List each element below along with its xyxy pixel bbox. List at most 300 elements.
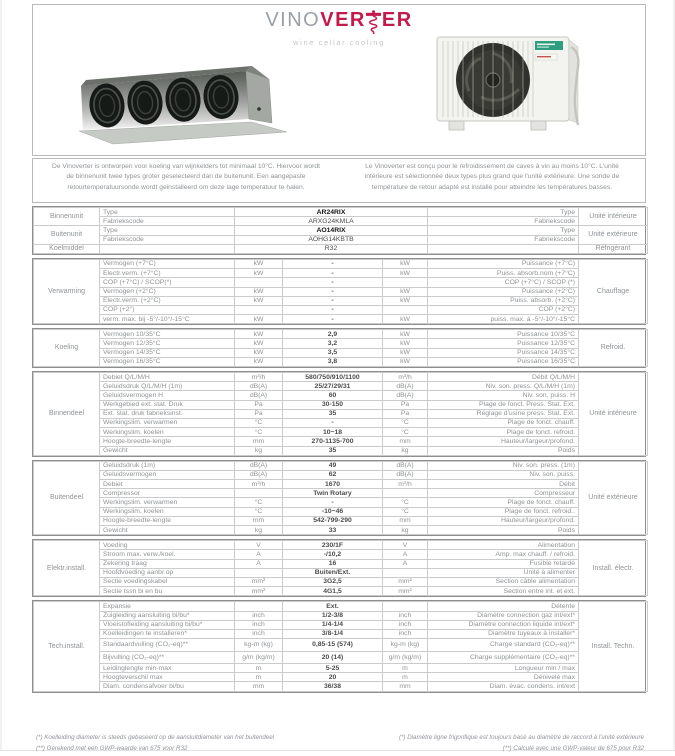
value-cell: - <box>283 315 383 324</box>
table-row <box>34 461 648 470</box>
unit-nl-cell <box>235 568 283 577</box>
unit-nl-cell: mm² <box>235 587 283 596</box>
value-cell: - <box>283 259 383 268</box>
category-fr-cell: Unité extérieure <box>579 461 648 535</box>
label-fr-cell: Puissance 10/35°C <box>428 330 579 339</box>
unit-nl-cell: g/m (kg/m) <box>235 651 283 664</box>
value-cell: 36/38 <box>283 682 383 691</box>
label-nl-cell: Ext. stat. druk fabrieksinst. <box>100 409 235 418</box>
table-row <box>34 391 648 400</box>
unit-fr-cell: kW <box>383 269 428 278</box>
label-nl-cell: Zuigleiding aansluiting bi/bu* <box>100 611 235 620</box>
value-cell: 20 <box>283 673 383 682</box>
value-cell: 1/2-3/8 <box>283 611 383 620</box>
value-cell: 3,2 <box>283 339 383 348</box>
unit-nl-cell: kW <box>235 357 283 366</box>
label-nl-cell: Vermogen 12/35°C <box>100 339 235 348</box>
label-fr-cell: Charge supplémentaire (CO₂-eq)** <box>428 651 579 664</box>
table-row <box>34 315 648 324</box>
unit-fr-cell: mm <box>383 437 428 446</box>
label-fr-cell: Débit Q/L/M/H <box>428 373 579 382</box>
label-nl-cell: Standaardvulling (CO₂-eq)** <box>100 639 235 652</box>
label-nl-cell: Vermogen (+7°C) <box>100 259 235 268</box>
table-section-identity <box>32 206 646 255</box>
unit-fr-cell: kW <box>383 357 428 366</box>
label-nl-cell: Vloeistofleiding aansluiting bi/bu* <box>100 620 235 629</box>
label-nl-cell: Geluidsvermogen H <box>100 391 235 400</box>
logo-text-red-2: ER <box>381 9 413 31</box>
label-fr-cell: Puissance (+2°C) <box>428 287 579 296</box>
value-cell: 62 <box>283 470 383 479</box>
unit-nl-cell: dB(A) <box>235 382 283 391</box>
unit-fr-cell: A <box>383 559 428 568</box>
value-cell: ARXG24KMLA <box>235 217 428 226</box>
value-cell: 10~18 <box>283 428 383 437</box>
table-row <box>34 348 648 357</box>
table-row <box>34 651 648 664</box>
label-fr-cell: Puissance 16/35°C <box>428 357 579 366</box>
unit-nl-cell: kW <box>235 339 283 348</box>
label-nl-cell <box>100 244 235 253</box>
label-fr-cell: Réglage d'usine press. Stat. Ext. <box>428 409 579 418</box>
label-nl-cell: Geluidsvermogen <box>100 470 235 479</box>
value-cell: 16 <box>283 559 383 568</box>
label-nl-cell: Hoogteverschil max <box>100 673 235 682</box>
table-row <box>34 400 648 409</box>
label-nl-cell: Sectie voedingskabel <box>100 577 235 586</box>
value-cell: Twin Rotary <box>283 489 383 498</box>
unit-fr-cell: kW <box>383 315 428 324</box>
table-row <box>34 629 648 638</box>
unit-nl-cell: dB(A) <box>235 391 283 400</box>
value-cell: 3,5 <box>283 348 383 357</box>
table-row <box>34 269 648 278</box>
unit-fr-cell: kW <box>383 259 428 268</box>
value-cell: AO14RIX <box>235 226 428 235</box>
label-nl-cell: Debiet <box>100 480 235 489</box>
category-nl-cell: Verwarming <box>34 259 100 323</box>
unit-fr-cell: mm² <box>383 577 428 586</box>
unit-nl-cell: m³/h <box>235 373 283 382</box>
value-cell: - <box>283 305 383 314</box>
value-cell: - <box>283 418 383 427</box>
unit-fr-cell: kW <box>383 296 428 305</box>
label-fr-cell: Débit <box>428 480 579 489</box>
category-fr-cell: Réfrigérant <box>579 244 648 253</box>
category-fr-cell: Install. Techn. <box>579 602 648 691</box>
unit-fr-cell: °C <box>383 418 428 427</box>
value-cell: AR24RIX <box>235 208 428 217</box>
table-row <box>34 259 648 268</box>
unit-fr-cell: dB(A) <box>383 470 428 479</box>
table-row <box>34 305 648 314</box>
unit-nl-cell: dB(A) <box>235 470 283 479</box>
value-cell: 270-1135-700 <box>283 437 383 446</box>
value-cell: 3/8-1/4 <box>283 629 383 638</box>
table-section-koeling <box>32 328 646 368</box>
table-row <box>34 339 648 348</box>
category-fr-cell: Unité intérieure <box>579 208 648 226</box>
label-fr-cell: Plage de fonct. chauff. <box>428 498 579 507</box>
label-fr-cell: Compresseur <box>428 489 579 498</box>
unit-fr-cell: m³/h <box>383 373 428 382</box>
unit-nl-cell: A <box>235 559 283 568</box>
unit-fr-cell: °C <box>383 507 428 516</box>
label-nl-cell: Werkingslim. verwarmen <box>100 498 235 507</box>
unit-nl-cell: kW <box>235 259 283 268</box>
label-fr-cell: Alimentation <box>428 541 579 550</box>
category-nl-cell: Binnendeel <box>34 373 100 456</box>
label-fr-cell: Puissance 12/35°C <box>428 339 579 348</box>
value-cell: 230/1F <box>283 541 383 550</box>
unit-nl-cell: °C <box>235 418 283 427</box>
category-nl-cell: Buitenunit <box>34 226 100 244</box>
label-fr-cell: Fusible retardé <box>428 559 579 568</box>
value-cell: 5-25 <box>283 664 383 673</box>
table-row <box>34 639 648 652</box>
table-section-elektr-install <box>32 539 646 597</box>
value-cell: 49 <box>283 461 383 470</box>
unit-fr-cell <box>383 278 428 287</box>
unit-nl-cell: kW <box>235 287 283 296</box>
unit-nl-cell: kg <box>235 446 283 455</box>
header-image-box <box>32 4 646 156</box>
description-nl: De Vinoverter is ontworpen voor koeling van wijnkelders tot minimaal 10°C. Hiervoor wordt de binnenunit twee types groter geselecteerd dan de buitenunit. Een aangepaste retourtemperatuursonde wordt geinstalleerd om deze lage temperatuur te halen. <box>52 163 320 191</box>
table-row <box>34 682 648 691</box>
value-cell: 580/750/910/1100 <box>283 373 383 382</box>
label-fr-cell: Plage de fonct. chauff. <box>428 418 579 427</box>
table-row <box>34 587 648 596</box>
label-fr-cell: COP (+2°C) <box>428 305 579 314</box>
label-nl-cell: Zekering traag <box>100 559 235 568</box>
label-nl-cell: Vermogen 14/35°C <box>100 348 235 357</box>
unit-fr-cell: mm <box>383 682 428 691</box>
table-section-buitendeel <box>32 460 646 537</box>
value-cell: -/10,2 <box>283 550 383 559</box>
value-cell: R32 <box>235 244 428 253</box>
footnote-fr-1: (*) Diamètre ligne frigorifique est toujours basé au diamètre de raccord à l'unité extérieure <box>398 734 644 741</box>
unit-nl-cell: °C <box>235 428 283 437</box>
unit-fr-cell: mm <box>383 516 428 525</box>
table-row <box>34 278 648 287</box>
table-row <box>34 296 648 305</box>
table-row <box>34 664 648 673</box>
table-row <box>34 602 648 611</box>
label-nl-cell: Werkingslim. verwarmen <box>100 418 235 427</box>
table-row <box>34 382 648 391</box>
label-nl-cell: Bijvulling (CO₂-eq)** <box>100 651 235 664</box>
value-cell: 60 <box>283 391 383 400</box>
label-fr-cell: Niv. son. puiss. H <box>428 391 579 400</box>
unit-nl-cell: dB(A) <box>235 461 283 470</box>
label-nl-cell: Gewicht <box>100 446 235 455</box>
label-nl-cell: Vermogen 10/35°C <box>100 330 235 339</box>
table-row <box>34 235 648 244</box>
category-nl-cell: Binnenunit <box>34 208 100 226</box>
label-fr-cell: Niv. son. press. Q/L/M/H (1m) <box>428 382 579 391</box>
value-cell: 3G2,5 <box>283 577 383 586</box>
value-cell: 542-799-290 <box>283 516 383 525</box>
category-nl-cell: Buitendeel <box>34 461 100 535</box>
unit-fr-cell: °C <box>383 428 428 437</box>
table-row <box>34 409 648 418</box>
label-fr-cell: Diam. évac. condens. int/ext <box>428 682 579 691</box>
label-fr-cell: Diamètre tuyeaux à installer* <box>428 629 579 638</box>
unit-fr-cell: A <box>383 550 428 559</box>
label-fr-cell: Niv. son. puiss. <box>428 470 579 479</box>
unit-fr-cell: m <box>383 664 428 673</box>
unit-nl-cell: m <box>235 664 283 673</box>
table-row <box>34 446 648 455</box>
unit-fr-cell: kg <box>383 446 428 455</box>
label-fr-cell: Dénivelé max <box>428 673 579 682</box>
value-cell: 1670 <box>283 480 383 489</box>
unit-fr-cell: mm² <box>383 587 428 596</box>
category-nl-cell: Koelmiddel <box>34 244 100 253</box>
unit-nl-cell: Pa <box>235 409 283 418</box>
unit-fr-cell: kW <box>383 330 428 339</box>
description-fr: Le Vinoverter est conçu pour le refroidissement de caves à vin au moins 10°C. L'unité intérieure est sélectionnée deux types plus grand que l'unité extérieure. Une sonde de température de retour adapté est installé pour atteindre les températures basses. <box>364 163 620 191</box>
label-nl-cell: Stroom max. verw./koel. <box>100 550 235 559</box>
label-nl-cell: Fabriekscode <box>100 235 235 244</box>
table-row <box>34 550 648 559</box>
category-fr-cell: Chauffage <box>579 259 648 323</box>
category-nl-cell: Tech.install. <box>34 602 100 691</box>
unit-fr-cell: kg <box>383 526 428 535</box>
unit-nl-cell: mm <box>235 516 283 525</box>
unit-nl-cell <box>235 489 283 498</box>
label-fr-cell: Type <box>428 208 579 217</box>
label-fr-cell: Niv. son. press. (1m) <box>428 461 579 470</box>
unit-nl-cell: m <box>235 673 283 682</box>
unit-fr-cell: inch <box>383 620 428 629</box>
label-nl-cell: verm. max. bij -5°/-10°/-15°C <box>100 315 235 324</box>
label-nl-cell: Hoogte-breedte-lengte <box>100 516 235 525</box>
unit-nl-cell: kW <box>235 348 283 357</box>
label-nl-cell: Werkgebied ext. stat. Druk <box>100 400 235 409</box>
table-row <box>34 330 648 339</box>
label-fr-cell: COP (+7°C) / SCOP (*) <box>428 278 579 287</box>
unit-fr-cell: inch <box>383 629 428 638</box>
table-row <box>34 568 648 577</box>
label-fr-cell: Puiss. absorb. (+2°C) <box>428 296 579 305</box>
table-row <box>34 498 648 507</box>
unit-nl-cell: Pa <box>235 400 283 409</box>
unit-fr-cell: dB(A) <box>383 391 428 400</box>
label-nl-cell: Leidinglengte min-max <box>100 664 235 673</box>
label-fr-cell: Type <box>428 226 579 235</box>
table-section-verwarming <box>32 258 646 325</box>
unit-fr-cell: V <box>383 541 428 550</box>
label-nl-cell: Werkingslim. koelen <box>100 428 235 437</box>
label-fr-cell: Poids <box>428 446 579 455</box>
unit-fr-cell: g/m (kg/m) <box>383 651 428 664</box>
unit-fr-cell <box>383 305 428 314</box>
label-nl-cell: Werkingslim. koelen <box>100 507 235 516</box>
label-nl-cell: COP (+2°) <box>100 305 235 314</box>
table-row <box>34 507 648 516</box>
table-row <box>34 480 648 489</box>
unit-nl-cell <box>235 278 283 287</box>
category-nl-cell: Koeling <box>34 330 100 367</box>
label-fr-cell: Plage de fonct. refroid. <box>428 428 579 437</box>
footnote-fr-2: (**) Calculé avec une GWP-valeur de 675 pour R32 <box>502 745 644 752</box>
table-row <box>34 373 648 382</box>
value-cell: 0,85-15 (574) <box>283 639 383 652</box>
table-row <box>34 541 648 550</box>
unit-fr-cell: m³/h <box>383 480 428 489</box>
unit-nl-cell: inch <box>235 620 283 629</box>
unit-nl-cell: V <box>235 541 283 550</box>
table-section-binnendeel <box>32 371 646 457</box>
value-cell: 2,9 <box>283 330 383 339</box>
unit-nl-cell: kg-m (kg) <box>235 639 283 652</box>
label-nl-cell: Compressor <box>100 489 235 498</box>
label-nl-cell: Koelleidingen te installeren* <box>100 629 235 638</box>
logo-subtitle: wine cellar cooling <box>293 38 385 47</box>
footnote-nl-1: (*) Koelleiding diameter is steeds gebaseerd op de aansluitdiameter van het buitendeel <box>36 734 275 741</box>
unit-fr-cell: m <box>383 673 428 682</box>
value-cell: Buiten/Ext. <box>283 568 383 577</box>
unit-fr-cell: inch <box>383 611 428 620</box>
label-fr-cell: puiss. max. à -5°/-10°/-15°C <box>428 315 579 324</box>
unit-fr-cell <box>383 489 428 498</box>
table-row <box>34 673 648 682</box>
label-nl-cell: Sectie tssn bi en bu <box>100 587 235 596</box>
spec-table-area <box>32 206 646 696</box>
unit-nl-cell: mm² <box>235 577 283 586</box>
unit-nl-cell: mm <box>235 437 283 446</box>
unit-nl-cell: kW <box>235 330 283 339</box>
category-nl-cell: Elektr.install. <box>34 541 100 596</box>
value-cell: 35 <box>283 446 383 455</box>
unit-nl-cell <box>235 305 283 314</box>
table-row <box>34 526 648 535</box>
label-nl-cell: Diam. condensafvoer bi/bu <box>100 682 235 691</box>
label-fr-cell: Unité à alimenter <box>428 568 579 577</box>
value-cell: - <box>283 269 383 278</box>
label-nl-cell: Hoogte-breedte-lengte <box>100 437 235 446</box>
unit-nl-cell: mm <box>235 682 283 691</box>
unit-fr-cell: kW <box>383 339 428 348</box>
label-nl-cell: Geluidsdruk (1m) <box>100 461 235 470</box>
unit-fr-cell <box>383 602 428 611</box>
value-cell: 1/4-1/4 <box>283 620 383 629</box>
unit-nl-cell: kW <box>235 315 283 324</box>
table-row <box>34 208 648 217</box>
indoor-unit-image <box>71 53 301 148</box>
corkscrew-t-icon <box>366 10 381 38</box>
unit-nl-cell <box>235 602 283 611</box>
value-cell: - <box>283 278 383 287</box>
label-fr-cell: Détente <box>428 602 579 611</box>
value-cell: - <box>283 287 383 296</box>
label-fr-cell: Plage de fonct. Press. Stat. Ext. <box>428 400 579 409</box>
value-cell: 20 (14) <box>283 651 383 664</box>
table-row <box>34 357 648 366</box>
value-cell: 30-150 <box>283 400 383 409</box>
value-cell: - <box>283 296 383 305</box>
value-cell: 25/27/29/31 <box>283 382 383 391</box>
value-cell: 33 <box>283 526 383 535</box>
unit-nl-cell: m³/h <box>235 480 283 489</box>
unit-nl-cell: kg <box>235 526 283 535</box>
label-fr-cell: Fabriekscode <box>428 217 579 226</box>
table-row <box>34 418 648 427</box>
table-row <box>34 226 648 235</box>
value-cell: - <box>283 498 383 507</box>
table-row <box>34 559 648 568</box>
label-nl-cell: Voeding <box>100 541 235 550</box>
label-fr-cell: Puissance (+7°C) <box>428 259 579 268</box>
label-fr-cell: Charge standard (CO₂-eq)** <box>428 639 579 652</box>
table-row <box>34 620 648 629</box>
label-fr-cell <box>428 244 579 253</box>
unit-fr-cell: dB(A) <box>383 461 428 470</box>
footnotes <box>32 734 646 756</box>
unit-nl-cell: kW <box>235 296 283 305</box>
table-section-tech-install <box>32 600 646 692</box>
logo-text-gray: VINO <box>265 9 321 31</box>
unit-fr-cell: Pa <box>383 409 428 418</box>
category-fr-cell: Unité extérieure <box>579 226 648 244</box>
description-box <box>32 158 646 203</box>
label-nl-cell: Vermogen 16/35°C <box>100 357 235 366</box>
label-fr-cell: Hauteur/largeur/profond. <box>428 437 579 446</box>
unit-nl-cell: kW <box>235 269 283 278</box>
footnote-nl-2: (**) Gerekend met een GWP-waarde van 675 voor R32 <box>36 745 188 752</box>
label-nl-cell: Type <box>100 208 235 217</box>
unit-nl-cell: °C <box>235 498 283 507</box>
label-nl-cell: COP (+7°C) / SCOP(*) <box>100 278 235 287</box>
label-fr-cell: Longueur min / max <box>428 664 579 673</box>
unit-fr-cell: dB(A) <box>383 382 428 391</box>
value-cell: 35 <box>283 409 383 418</box>
unit-fr-cell: °C <box>383 498 428 507</box>
table-row <box>34 577 648 586</box>
value-cell: Ext. <box>283 602 383 611</box>
label-nl-cell: Fabriekscode <box>100 217 235 226</box>
table-row <box>34 428 648 437</box>
value-cell: 3,8 <box>283 357 383 366</box>
label-fr-cell: Plage de fonct. refroid.. <box>428 507 579 516</box>
label-fr-cell: Section entre int. et ext. <box>428 587 579 596</box>
label-fr-cell: Fabriekscode <box>428 235 579 244</box>
label-nl-cell: Debiet Q/L/M/H <box>100 373 235 382</box>
table-row <box>34 611 648 620</box>
outdoor-unit-image <box>431 31 591 143</box>
label-nl-cell: Gewicht <box>100 526 235 535</box>
label-nl-cell: Vermogen (+2°C) <box>100 287 235 296</box>
table-row <box>34 217 648 226</box>
unit-nl-cell: A <box>235 550 283 559</box>
category-fr-cell: Install. électr. <box>579 541 648 596</box>
unit-fr-cell: kW <box>383 287 428 296</box>
table-row <box>34 437 648 446</box>
label-nl-cell: Expansie <box>100 602 235 611</box>
logo-text-red-1: VER <box>320 9 366 31</box>
unit-fr-cell: kW <box>383 348 428 357</box>
value-cell: -10~46 <box>283 507 383 516</box>
label-fr-cell: Amp. max chauff. / refroid. <box>428 550 579 559</box>
unit-nl-cell: inch <box>235 629 283 638</box>
label-fr-cell: Section câble alimentation <box>428 577 579 586</box>
label-nl-cell: Hoofdvoeding aanbr.op <box>100 568 235 577</box>
label-nl-cell: Electr.verm. (+2°C) <box>100 296 235 305</box>
unit-fr-cell: kg-m (kg) <box>383 639 428 652</box>
unit-nl-cell: inch <box>235 611 283 620</box>
label-nl-cell: Geluidsdruk Q/L/M/H (1m) <box>100 382 235 391</box>
